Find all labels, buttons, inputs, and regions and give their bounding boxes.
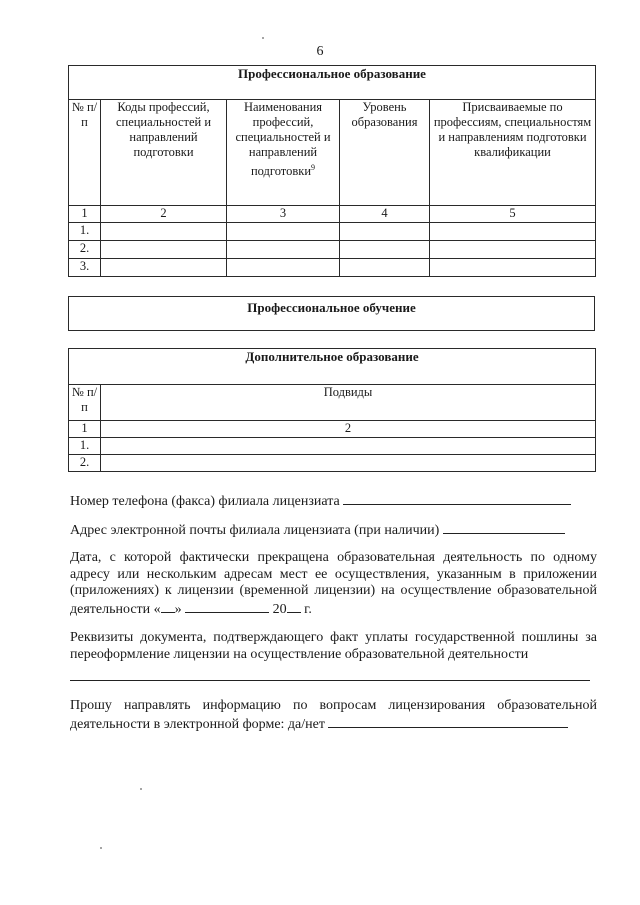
- col-header-codes: Коды профессий, специальностей и направлений подготовки: [101, 100, 227, 206]
- index-cell: 4: [340, 206, 430, 223]
- row-number: 2.: [69, 241, 101, 259]
- table-row: [69, 259, 596, 277]
- date-text: Дата, с которой фактически прекращена образовательная деятельность по одному адресу или нескольким адресам мест ее осуществления, указанным в приложении (приложениях) к лицензии (временной лицензии) на осуществление образовательной деятельности: [70, 550, 597, 617]
- date-day-line[interactable]: [161, 600, 175, 613]
- index-cell: 5: [430, 206, 596, 223]
- scan-speck: [100, 847, 102, 849]
- table-row: [69, 223, 596, 241]
- cell-codes[interactable]: [101, 259, 227, 277]
- date-close-quote: »: [174, 601, 182, 617]
- index-cell: 3: [227, 206, 340, 223]
- requisites-paragraph: [70, 630, 597, 663]
- table-row: [69, 241, 596, 259]
- index-cell: 2: [101, 206, 227, 223]
- cell-level[interactable]: [340, 259, 430, 277]
- add-education-table: [68, 348, 596, 472]
- index-row: [69, 421, 596, 438]
- page-number: 6: [316, 44, 324, 59]
- index-row: [69, 206, 596, 223]
- date-year-line[interactable]: [287, 600, 301, 613]
- prof-education-title: Профессиональное образование: [69, 66, 596, 100]
- phone-label: Номер телефона (факса) филиала лицензиата: [70, 494, 340, 509]
- cell-codes[interactable]: [101, 223, 227, 241]
- request-paragraph: [70, 698, 597, 733]
- requisites-text: Реквизиты документа, подтверждающего факт уплаты государственной пошлины за переоформление лицензии на осуществление образовательной деятельности: [70, 630, 597, 662]
- cell-names[interactable]: [227, 259, 340, 277]
- phone-field: [70, 492, 597, 511]
- date-year-prefix: 20: [272, 601, 287, 617]
- index-cell: 1: [69, 421, 101, 438]
- col-header-qualification: Присваиваемые по профессиям, специальностям и направлениям подготовки квалификации: [430, 100, 596, 206]
- email-label: Адрес электронной почты филиала лицензиата (при наличии): [70, 523, 440, 538]
- scan-speck: [262, 37, 264, 39]
- cell-qualification[interactable]: [430, 223, 596, 241]
- requisites-input-line[interactable]: [70, 680, 590, 681]
- cell-level[interactable]: [340, 241, 430, 259]
- phone-input-line[interactable]: [343, 492, 571, 505]
- row-number: 1.: [69, 223, 101, 241]
- cell-subtype[interactable]: [101, 455, 596, 472]
- table-row: [69, 455, 596, 472]
- col-header-number: № п/п: [69, 385, 101, 421]
- index-cell: 1: [69, 206, 101, 223]
- cell-subtype[interactable]: [101, 438, 596, 455]
- date-open-quote: «: [153, 601, 161, 617]
- footnote-mark: 9: [311, 163, 316, 172]
- prof-education-table: [68, 65, 596, 277]
- row-number: 1.: [69, 438, 101, 455]
- cell-codes[interactable]: [101, 241, 227, 259]
- request-input-line[interactable]: [328, 715, 568, 728]
- email-input-line[interactable]: [443, 521, 565, 534]
- request-text: Прошу направлять информацию по вопросам лицензирования образовательной деятельности в электронной форме: да/нет: [70, 698, 597, 732]
- date-paragraph: [70, 550, 597, 618]
- prof-training-table: [68, 296, 595, 331]
- row-number: 2.: [69, 455, 101, 472]
- index-cell: 2: [101, 421, 596, 438]
- col-header-names: Наименования профессий, специальностей и направлений подготовки$^9$: [227, 100, 340, 206]
- col-header-level: Уровень образования: [340, 100, 430, 206]
- cell-level[interactable]: [340, 223, 430, 241]
- email-field: [70, 521, 597, 540]
- scan-speck: [140, 788, 142, 790]
- col-header-subtypes: Подвиды: [101, 385, 596, 421]
- date-month-line[interactable]: [185, 600, 269, 613]
- cell-qualification[interactable]: [430, 241, 596, 259]
- cell-names[interactable]: [227, 223, 340, 241]
- table-row: [69, 438, 596, 455]
- col-header-number: № п/п: [69, 100, 101, 206]
- date-year-suffix: г.: [304, 601, 312, 617]
- row-number: 3.: [69, 259, 101, 277]
- prof-training-title: Профессиональное обучение: [69, 297, 595, 331]
- add-education-title: Дополнительное образование: [69, 349, 596, 385]
- cell-qualification[interactable]: [430, 259, 596, 277]
- cell-names[interactable]: [227, 241, 340, 259]
